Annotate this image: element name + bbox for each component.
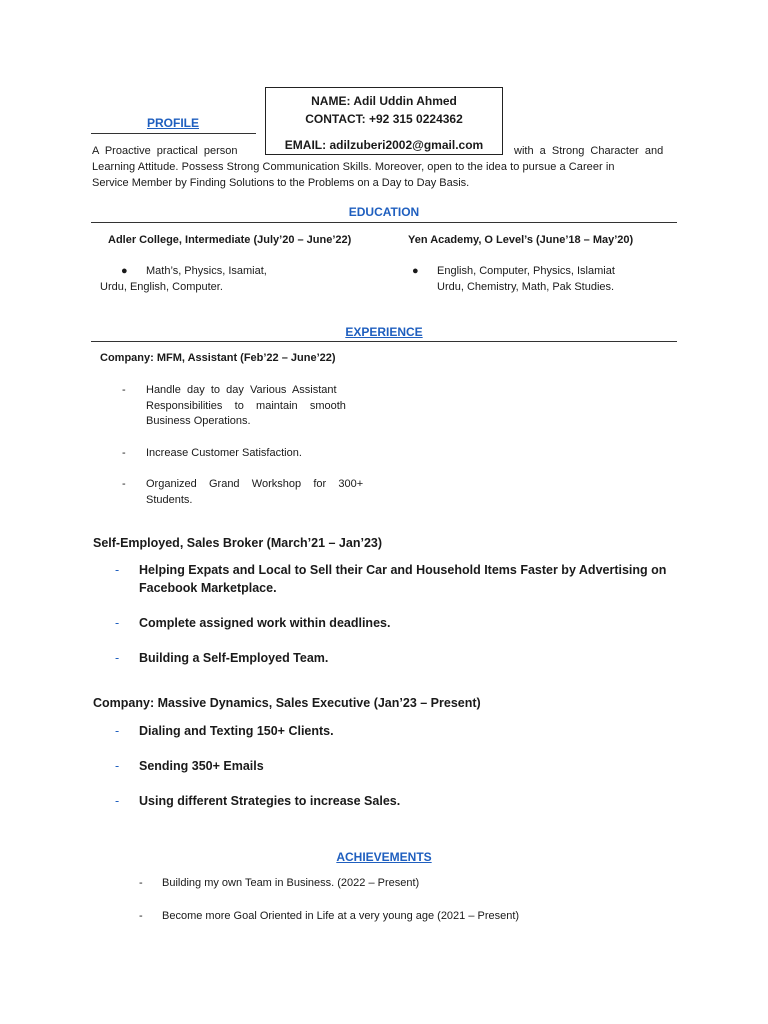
profile-text-line1-right: with a Strong Character and bbox=[514, 145, 664, 157]
achievement-item: Become more Goal Oriented in Life at a very young age (2021 – Present) bbox=[162, 910, 520, 922]
experience-heading: EXPERIENCE bbox=[345, 325, 423, 339]
job-duty-line: Students. bbox=[146, 494, 193, 506]
job-duty-line: Dialing and Texting 150+ Clients. bbox=[139, 724, 334, 738]
education-subjects-line2: Urdu, Chemistry, Math, Pak Studies. bbox=[437, 281, 615, 293]
bullet-dash: - bbox=[115, 794, 120, 808]
experience-rule bbox=[91, 341, 677, 342]
achievements-heading: ACHIEVEMENTS bbox=[336, 850, 432, 864]
profile-text-line2: Learning Attitude. Possess Strong Communication Skills. Moreover, open to the idea to pursue a Career in bbox=[92, 161, 615, 173]
job-duty-line: Helping Expats and Local to Sell their Car and Household Items Faster by Advertising on bbox=[139, 563, 667, 577]
bullet-dash: - bbox=[115, 759, 120, 773]
job-duty-line: Organized Grand Workshop for 300+ bbox=[146, 478, 364, 490]
job-title: Self-Employed, Sales Broker (March’21 – Jan’23) bbox=[93, 536, 383, 550]
education-rule bbox=[91, 222, 677, 223]
achievement-item: Building my own Team in Business. (2022 – Present) bbox=[162, 877, 420, 889]
bullet-dash: - bbox=[122, 447, 126, 459]
job-title: Company: Massive Dynamics, Sales Executive (Jan’23 – Present) bbox=[93, 696, 481, 710]
bullet-dash: - bbox=[139, 910, 143, 922]
job-title: Company: MFM, Assistant (Feb’22 – June’22) bbox=[100, 352, 336, 364]
education-subjects-line1: Math’s, Physics, Isamiat, bbox=[146, 265, 267, 277]
job-duty-line: Responsibilities to maintain smooth bbox=[146, 400, 346, 412]
profile-text-line3: Service Member by Finding Solutions to the Problems on a Day to Day Basis. bbox=[92, 177, 470, 189]
profile-rule bbox=[91, 133, 256, 134]
job-duty-line: Using different Strategies to increase Sales. bbox=[139, 794, 401, 808]
job-duty-line: Increase Customer Satisfaction. bbox=[146, 447, 302, 459]
contact-phone: CONTACT: +92 315 0224362 bbox=[305, 112, 463, 126]
job-duty-line: Handle day to day Various Assistant bbox=[146, 384, 337, 396]
bullet-dash: - bbox=[115, 563, 120, 577]
bullet-dash: - bbox=[115, 724, 120, 738]
bullet-dash: - bbox=[115, 651, 120, 665]
education-entry-title: Adler College, Intermediate (July’20 – June’22) bbox=[108, 234, 352, 246]
contact-box bbox=[265, 87, 503, 155]
job-duty-line: Building a Self-Employed Team. bbox=[139, 651, 329, 665]
education-bullet: ● bbox=[412, 265, 419, 277]
contact-email[interactable]: EMAIL: adilzuberi2002@gmail.com bbox=[284, 138, 484, 152]
bullet-dash: - bbox=[139, 877, 143, 889]
job-duty-line: Facebook Marketplace. bbox=[139, 581, 277, 595]
education-subjects-line1: English, Computer, Physics, Islamiat bbox=[437, 265, 615, 277]
job-duty-line: Complete assigned work within deadlines. bbox=[139, 616, 391, 630]
job-duty-line: Business Operations. bbox=[146, 415, 251, 427]
education-heading: EDUCATION bbox=[348, 205, 420, 219]
profile-heading: PROFILE bbox=[146, 116, 199, 130]
education-subjects-line2: Urdu, English, Computer. bbox=[100, 281, 223, 293]
bullet-dash: - bbox=[115, 616, 120, 630]
contact-name: NAME: Adil Uddin Ahmed bbox=[311, 94, 457, 108]
job-duty-line: Sending 350+ Emails bbox=[139, 759, 264, 773]
education-entry-title: Yen Academy, O Level’s (June’18 – May’20) bbox=[408, 234, 634, 246]
bullet-dash: - bbox=[122, 384, 126, 396]
profile-text-line1-left: A Proactive practical person bbox=[92, 145, 238, 157]
education-bullet: ● bbox=[121, 265, 128, 277]
bullet-dash: - bbox=[122, 478, 126, 490]
